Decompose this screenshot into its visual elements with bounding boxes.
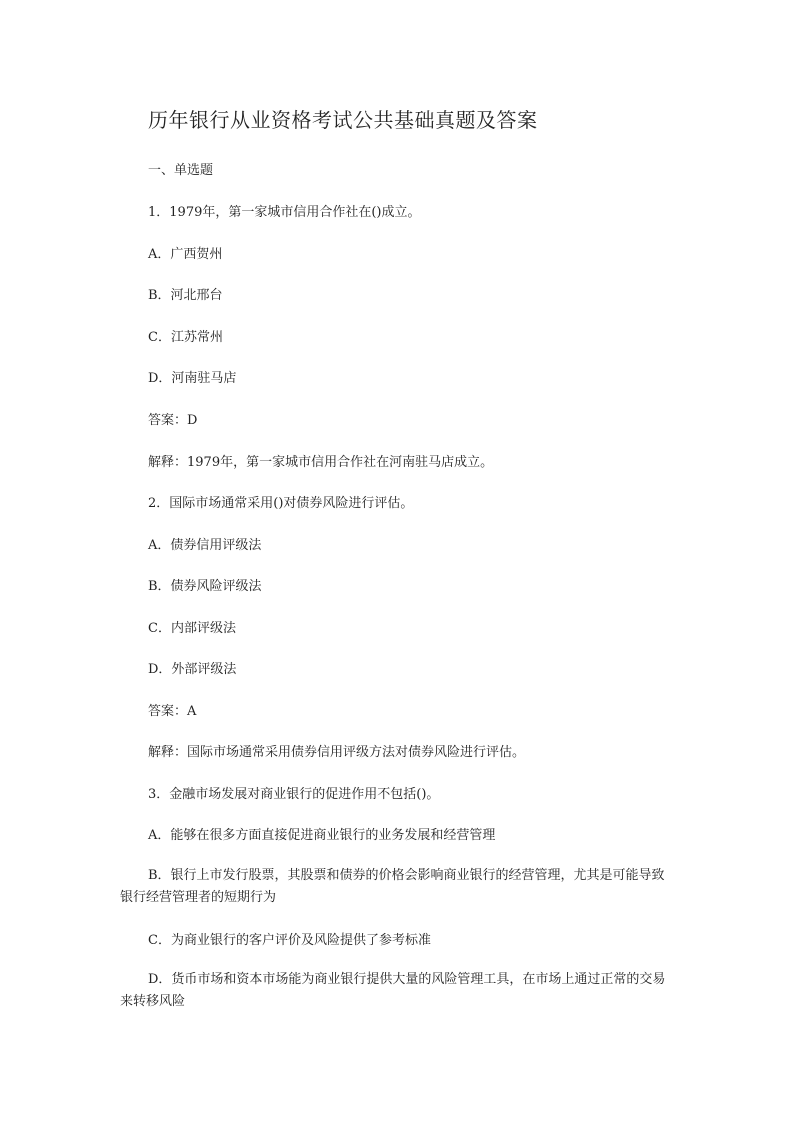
question-1-option-d: D．河南驻马店 bbox=[148, 371, 237, 386]
section-heading: 一、单选题 bbox=[148, 163, 214, 178]
question-1-answer: 答案：D bbox=[148, 413, 198, 428]
question-3-option-d: D．货币市场和资本市场能为商业银行提供大量的风险管理工具，在市场上通过正常的交易来转移风险 bbox=[120, 972, 666, 1009]
question-2-stem: 2．国际市场通常采用()对债券风险进行评估。 bbox=[148, 496, 414, 511]
question-2-option-c: C．内部评级法 bbox=[148, 621, 236, 636]
question-2-answer: 答案：A bbox=[148, 704, 197, 719]
question-2-option-d: D．外部评级法 bbox=[148, 662, 237, 677]
document-title: 历年银行从业资格考试公共基础真题及答案 bbox=[148, 108, 538, 132]
question-2-option-b: B．债券风险评级法 bbox=[148, 579, 262, 594]
question-3-option-c: C．为商业银行的客户评价及风险提供了参考标准 bbox=[148, 933, 431, 948]
question-1-option-a: A．广西贺州 bbox=[148, 247, 223, 262]
question-3-stem: 3．金融市场发展对商业银行的促进作用不包括()。 bbox=[148, 787, 440, 802]
question-1-stem: 1．1979年，第一家城市信用合作社在()成立。 bbox=[148, 205, 421, 220]
question-1-option-b: B．河北邢台 bbox=[148, 288, 223, 303]
question-2-option-a: A．债券信用评级法 bbox=[148, 538, 262, 553]
question-3-option-b: B．银行上市发行股票，其股票和债券的价格会影响商业银行的经营管理，尤其是可能导致银行经营管理者的短期行为 bbox=[120, 868, 665, 905]
question-1-option-c: C．江苏常州 bbox=[148, 330, 223, 345]
question-3-option-a: A．能够在很多方面直接促进商业银行的业务发展和经营管理 bbox=[148, 828, 496, 843]
question-1-explanation: 解释：1979年，第一家城市信用合作社在河南驻马店成立。 bbox=[148, 455, 494, 470]
question-2-explanation: 解释：国际市场通常采用债券信用评级方法对债券风险进行评估。 bbox=[148, 745, 526, 760]
